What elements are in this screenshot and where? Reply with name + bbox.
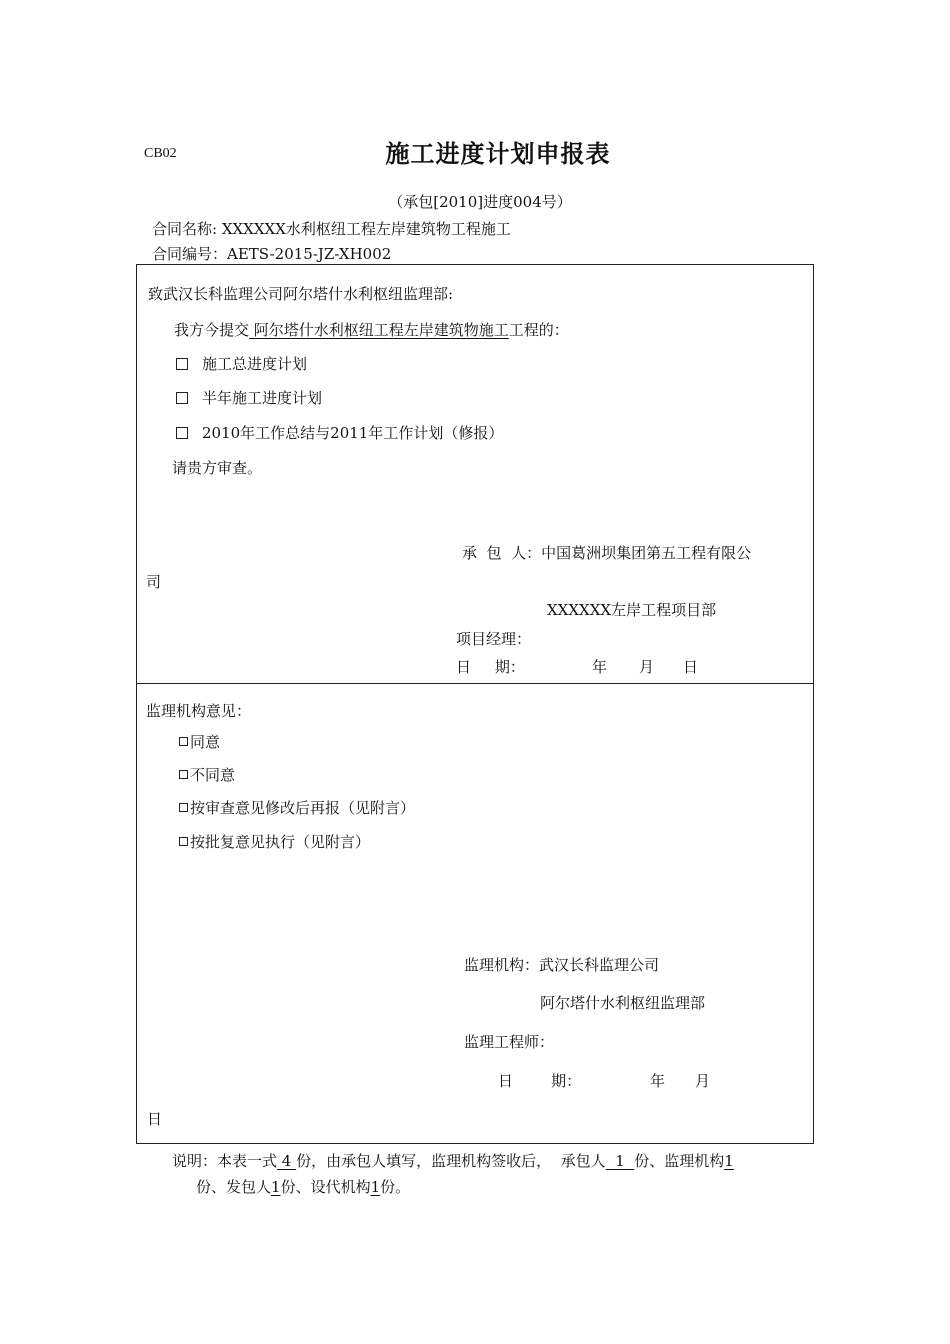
option-label: 按审查意见修改后再报（见附言） — [190, 799, 416, 817]
project-name: 阿尔塔什水利枢纽工程左岸建筑物施工 — [249, 321, 509, 339]
page-title: 施工进度计划申报表 — [385, 140, 611, 168]
note-copies-employer: 1 — [271, 1178, 281, 1196]
contract-name: 合同名称: XXXXXX水利枢纽工程左岸建筑物工程施工 — [152, 220, 511, 238]
supervision-engineer-label: 监理工程师： — [464, 1033, 555, 1051]
option-label: 不同意 — [190, 766, 236, 784]
date-label: 日 期： — [498, 1072, 582, 1090]
addressee: 致武汉长科监理公司阿尔塔什水利枢纽监理部: — [148, 285, 454, 303]
intro-prefix: 我方今提交 — [174, 321, 250, 339]
checkbox[interactable] — [176, 427, 188, 439]
checkbox[interactable] — [179, 737, 188, 746]
note-text: 份、设代机构 — [280, 1178, 371, 1196]
checkbox[interactable] — [176, 392, 188, 404]
option-label: 同意 — [190, 733, 221, 751]
date-year: 年 — [592, 658, 608, 676]
supervision-org-line — [464, 954, 659, 975]
option-half-year-schedule[interactable] — [176, 387, 322, 408]
contract-number: 合同编号：AETS-2015-JZ-XH002 — [152, 245, 392, 263]
submission-section — [136, 264, 814, 684]
option-annual-summary[interactable] — [176, 422, 503, 443]
note-line-1 — [172, 1150, 734, 1171]
date-day: 日 — [147, 1110, 163, 1128]
option-label: 按批复意见执行（见附言） — [190, 833, 371, 851]
note-copies-total: 4 — [277, 1152, 297, 1170]
document-number: （承包[2010]进度004号） — [388, 193, 572, 211]
note-copies-supervisor: 1 — [724, 1152, 734, 1170]
note-copies-designer: 1 — [370, 1178, 381, 1196]
submission-intro — [174, 319, 569, 340]
review-request: 请贵方审查。 — [172, 459, 263, 477]
option-label: 半年施工进度计划 — [202, 389, 323, 407]
date-month: 月 — [695, 1072, 711, 1090]
note-text: 份，由承包人填写，监理机构签收后， 承包人 — [296, 1152, 606, 1170]
intro-suffix: 工程的： — [508, 321, 569, 339]
form-code: CB02 — [144, 146, 177, 161]
contractor-label: 承 包 人： — [462, 544, 542, 562]
org-label: 监理机构： — [464, 956, 540, 974]
note-copies-contractor: 1 — [605, 1152, 635, 1170]
checkbox[interactable] — [179, 803, 188, 812]
org-name: 武汉长科监理公司 — [539, 956, 660, 974]
note-text: 份、监理机构 — [634, 1152, 725, 1170]
project-manager-label: 项目经理： — [456, 630, 532, 648]
checkbox[interactable] — [176, 358, 188, 370]
supervision-section — [136, 683, 814, 1144]
supervision-department: 阿尔塔什水利枢纽监理部 — [540, 994, 706, 1012]
note-line-2 — [196, 1176, 410, 1197]
date-month: 月 — [639, 658, 655, 676]
checkbox[interactable] — [179, 770, 188, 779]
checkbox[interactable] — [179, 837, 188, 846]
note-text: 说明：本表一式 — [172, 1152, 278, 1170]
contractor-line — [462, 542, 751, 563]
option-master-schedule[interactable] — [176, 353, 307, 374]
option-disagree[interactable] — [179, 764, 235, 785]
note-text: 份、发包人 — [196, 1178, 272, 1196]
project-department: XXXXXX左岸工程项目部 — [547, 601, 717, 619]
option-label: 2010年工作总结与2011年工作计划（修报） — [202, 424, 504, 442]
option-revise-resubmit[interactable] — [179, 797, 415, 818]
date-year: 年 — [650, 1072, 666, 1090]
option-execute-approval[interactable] — [179, 831, 370, 852]
date-day: 日 — [683, 658, 699, 676]
option-agree[interactable] — [179, 731, 220, 752]
contractor-name: 中国葛洲坝集团第五工程有限公 — [541, 544, 752, 562]
date-label: 日 期： — [456, 658, 525, 676]
note-text: 份。 — [380, 1178, 411, 1196]
contractor-name-wrap: 司 — [146, 573, 162, 591]
option-label: 施工总进度计划 — [202, 355, 308, 373]
supervision-heading: 监理机构意见： — [146, 702, 252, 720]
